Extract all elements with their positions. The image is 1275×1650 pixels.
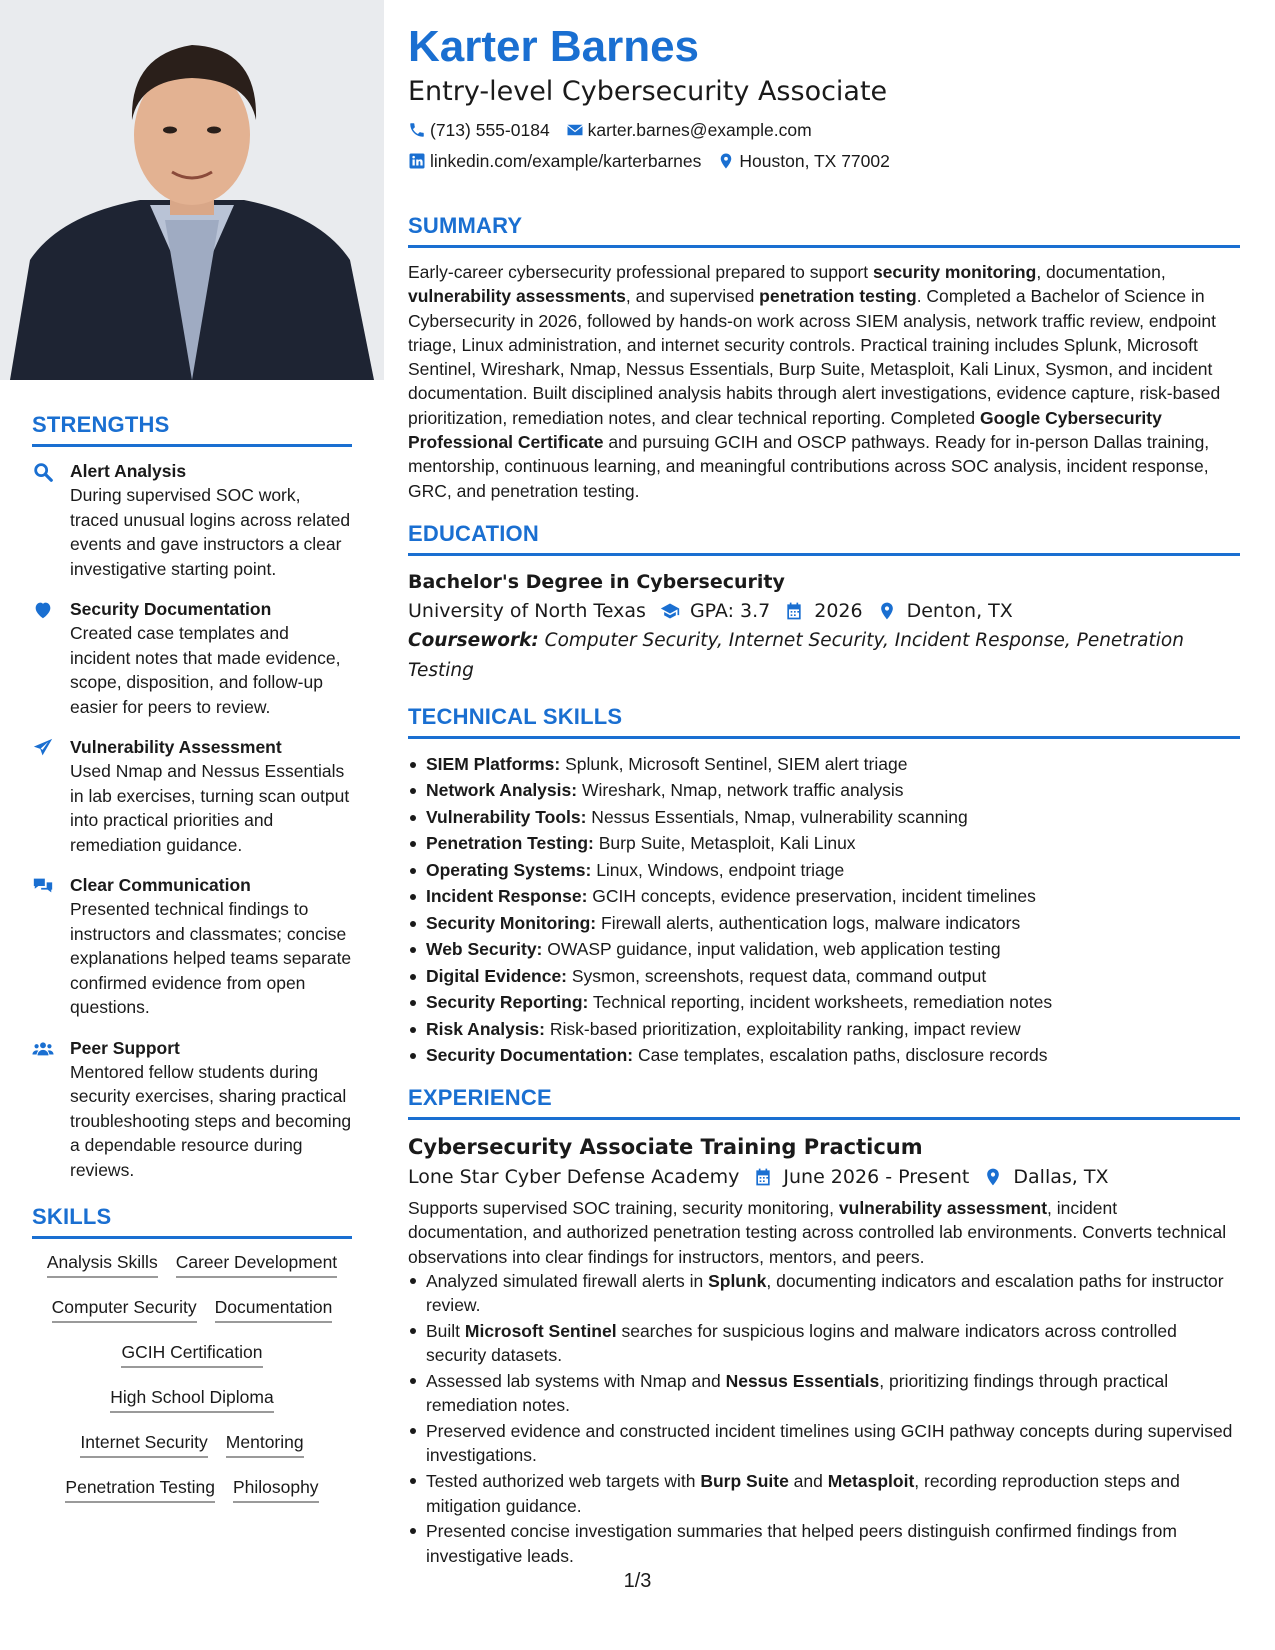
linkedin-contact[interactable] <box>408 149 701 173</box>
skill-tag: Computer Security <box>52 1296 197 1323</box>
skill-category: Web Security: <box>426 939 543 960</box>
text-run: Tested authorized web targets with <box>426 1471 701 1492</box>
text-run: , and supervised <box>625 286 760 307</box>
skill-values: Linux, Windows, endpoint triage <box>591 859 845 880</box>
strength-item <box>32 459 352 581</box>
search-icon <box>32 459 70 581</box>
technical-skill-item <box>408 910 1240 937</box>
technical-skill-item <box>408 751 1240 778</box>
skill-tag: Documentation <box>215 1296 333 1323</box>
calendar-icon <box>753 1167 773 1187</box>
skill-tag: Philosophy <box>233 1476 319 1503</box>
profile-photo <box>0 0 384 380</box>
main-column <box>408 22 1240 1569</box>
experience-bullet <box>408 1369 1240 1418</box>
gpa <box>660 596 770 626</box>
skill-category: Vulnerability Tools: <box>426 806 587 827</box>
experience-bullet <box>408 1469 1240 1518</box>
text-run: , documentation, <box>1036 262 1166 282</box>
strength-title: Security Documentation <box>70 599 272 619</box>
skill-values: Firewall alerts, authentication logs, malware indicators <box>596 912 1021 933</box>
technical-skills-title: TECHNICAL SKILLS <box>408 704 1240 739</box>
map-pin-icon <box>717 152 735 170</box>
job-dates-text: June 2026 - Present <box>783 1165 970 1188</box>
bold-phrase: Nessus Essentials <box>725 1371 880 1392</box>
job-dates <box>753 1162 969 1192</box>
skills-row <box>32 1386 352 1413</box>
experience-bullet <box>408 1319 1240 1368</box>
coursework <box>408 626 1240 686</box>
job-location <box>983 1162 1108 1192</box>
skill-category: Incident Response: <box>426 886 588 907</box>
text-run: , prioritizing findings through practical remediation notes. <box>426 1371 1169 1416</box>
skills-title: SKILLS <box>32 1204 352 1239</box>
chat-bubbles-icon <box>32 873 70 1020</box>
education-location-text: Denton, TX <box>906 599 1013 622</box>
experience-bullet <box>408 1269 1240 1318</box>
bold-phrase: security monitoring <box>872 262 1037 282</box>
year-text: 2026 <box>814 599 863 622</box>
strength-item <box>32 873 352 1020</box>
skill-category: SIEM Platforms: <box>426 753 561 774</box>
text-run: and pursuing GCIH and OSCP pathways. Ready for in-person Dallas training, mentorship, continuous learning, and meaningful contributions across SOC analysis, incident response, GRC, and penetration testing. <box>408 432 1210 501</box>
skill-category: Digital Evidence: <box>426 965 568 986</box>
skills-row <box>32 1296 352 1323</box>
text-run: Supports supervised SOC training, security monitoring, <box>408 1197 839 1218</box>
envelope-icon <box>566 121 584 139</box>
skill-tag: High School Diploma <box>110 1386 273 1413</box>
technical-skill-item <box>408 777 1240 804</box>
summary-title: SUMMARY <box>408 213 1240 248</box>
strength-description: Mentored fellow students during security exercises, sharing practical troubleshooting steps and becoming a dependable resource during reviews. <box>70 1061 352 1180</box>
technical-skills-section <box>408 704 1240 1069</box>
strengths-list <box>32 459 352 1182</box>
technical-skill-item <box>408 1042 1240 1069</box>
graduation-year <box>784 596 862 626</box>
skill-values: Risk-based prioritization, exploitability ranking, impact review <box>545 1018 1021 1039</box>
strength-item <box>32 1036 352 1183</box>
education-section <box>408 521 1240 686</box>
users-icon <box>32 1036 70 1183</box>
organization: Lone Star Cyber Defense Academy <box>408 1165 740 1188</box>
text-run: Built <box>426 1320 465 1341</box>
text-run: . Completed a Bachelor of Science in Cybersecurity in 2026, followed by hands-on work across SIEM analysis, network traffic review, endpoint triage, Linux administration, and internet security controls. Practical training includes Splunk, Microsoft Sentinel, Wireshark, Nmap, Nessus Essentials, Burp Suite, Metasploit, Kali Linux, Sysmon, and incident documentation. Built disciplined analysis habits through alert investigations, evidence capture, risk-based prioritization, remediation notes, and clear technical reporting. Completed <box>408 286 1221 428</box>
education-meta <box>408 596 1240 626</box>
bold-phrase: vulnerability assessment <box>838 1197 1048 1218</box>
technical-skill-item <box>408 936 1240 963</box>
skill-category: Security Reporting: <box>426 992 589 1013</box>
skill-category: Operating Systems: <box>426 859 592 880</box>
skill-tag: Career Development <box>176 1251 337 1278</box>
map-pin-icon <box>877 601 897 621</box>
skill-tag: GCIH Certification <box>121 1341 262 1368</box>
technical-skill-item <box>408 963 1240 990</box>
bold-phrase: penetration testing <box>759 286 917 307</box>
paper-plane-icon <box>32 735 70 857</box>
graduation-cap-icon <box>660 601 680 621</box>
experience-bullets <box>408 1269 1240 1568</box>
strengths-title: STRENGTHS <box>32 412 352 447</box>
bold-phrase: vulnerability assessments <box>408 286 626 307</box>
skill-category: Network Analysis: <box>426 780 578 801</box>
technical-skill-item <box>408 883 1240 910</box>
technical-skill-item <box>408 989 1240 1016</box>
job-title: Cybersecurity Associate Training Practicum <box>408 1134 923 1159</box>
skills-row <box>32 1341 352 1368</box>
school-name: University of North Texas <box>408 599 646 622</box>
strength-title: Clear Communication <box>70 875 251 895</box>
skill-values: Wireshark, Nmap, network traffic analysis <box>577 780 904 801</box>
technical-skill-item <box>408 1016 1240 1043</box>
text-run: searches for suspicious logins and malware indicators across controlled security datasets. <box>426 1320 1177 1366</box>
summary-text <box>408 260 1240 503</box>
coursework-label: Coursework: <box>408 629 539 651</box>
skill-category: Security Documentation: <box>426 1045 634 1066</box>
text-run: Early-career cybersecurity professional prepared to support <box>408 262 873 282</box>
strength-description: Created case templates and incident notes that made evidence, scope, disposition, and follow-up easier for peers to review. <box>70 623 341 717</box>
education-title: EDUCATION <box>408 521 1240 556</box>
candidate-name: Karter Barnes <box>408 22 700 71</box>
text-run: and <box>788 1471 828 1492</box>
bold-phrase: Burp Suite <box>700 1471 789 1492</box>
skill-values: Technical reporting, incident worksheets, remediation notes <box>588 992 1053 1013</box>
text-run: Preserved evidence and constructed incident timelines using GCIH pathway concepts during supervised investigations. <box>426 1421 1233 1466</box>
skill-values: Sysmon, screenshots, request data, command output <box>567 965 987 986</box>
text-run: Assessed lab systems with Nmap and <box>426 1371 726 1392</box>
strength-title: Peer Support <box>70 1037 180 1058</box>
skills-row <box>32 1431 352 1458</box>
job-location-text: Dallas, TX <box>1013 1165 1109 1188</box>
text-run: Analyzed simulated firewall alerts in <box>426 1270 709 1291</box>
linkedin-text[interactable]: linkedin.com/example/karterbarnes <box>430 151 702 171</box>
degree-title: Bachelor's Degree in Cybersecurity <box>408 570 785 593</box>
heart-icon <box>32 597 70 719</box>
skill-category: Risk Analysis: <box>426 1018 545 1039</box>
calendar-icon <box>784 601 804 621</box>
skill-category: Penetration Testing: <box>426 833 594 854</box>
skill-category: Security Monitoring: <box>426 912 597 933</box>
bold-phrase: Metasploit <box>827 1471 915 1492</box>
strength-item <box>32 597 352 719</box>
skill-tag: Mentoring <box>226 1431 304 1458</box>
text-run: , recording reproduction steps and mitigation guidance. <box>426 1471 1180 1516</box>
strength-item <box>32 735 352 857</box>
email-text[interactable]: karter.barnes@example.com <box>587 120 812 140</box>
experience-meta <box>408 1162 1240 1192</box>
text-run: , incident documentation, and authorized penetration testing across controlled lab environments. Converts technical observations into clear findings for instructors, mentors, and peers. <box>408 1197 1227 1267</box>
skills-row <box>32 1476 352 1503</box>
technical-skill-item <box>408 804 1240 831</box>
page-number: 1/3 <box>623 1570 652 1592</box>
text-run: , documenting indicators and escalation paths for instructor review. <box>426 1270 1224 1316</box>
phone-text: (713) 555-0184 <box>430 120 550 140</box>
bold-phrase: Google Cybersecurity Professional Certificate <box>408 407 1162 453</box>
candidate-role: Entry-level Cybersecurity Associate <box>408 76 888 107</box>
skills-list <box>32 1251 352 1503</box>
skill-values: Nessus Essentials, Nmap, vulnerability scanning <box>586 806 968 827</box>
sidebar <box>32 412 352 1521</box>
experience-section <box>408 1085 1240 1568</box>
coursework-text: Computer Security, Internet Security, Incident Response, Penetration Testing <box>408 629 1184 681</box>
experience-bullet <box>408 1419 1240 1468</box>
experience-intro <box>408 1196 1240 1269</box>
gpa-text: GPA: 3.7 <box>689 599 771 622</box>
email-contact[interactable] <box>566 118 812 142</box>
text-run: Presented concise investigation summaries that helped peers distinguish confirmed findings from investigative leads. <box>426 1521 1177 1566</box>
strength-description: During supervised SOC work, traced unusual logins across related events and gave instructors a clear investigative starting point. <box>70 485 351 579</box>
skill-tag: Internet Security <box>80 1431 207 1458</box>
bold-phrase: Splunk <box>708 1270 767 1291</box>
skill-values: Splunk, Microsoft Sentinel, SIEM alert triage <box>560 753 908 774</box>
education-location <box>877 596 1013 626</box>
location-contact <box>717 149 889 173</box>
skill-values: Burp Suite, Metasploit, Kali Linux <box>593 833 856 854</box>
skill-tag: Analysis Skills <box>47 1251 158 1278</box>
experience-title: EXPERIENCE <box>408 1085 1240 1120</box>
strength-description: Used Nmap and Nessus Essentials in lab exercises, turning scan output into practical priorities and remediation guidance. <box>70 761 350 855</box>
strength-description: Presented technical findings to instructors and classmates; concise explanations helped teams separate confirmed evidence from open questions. <box>70 899 352 1017</box>
technical-skill-item <box>408 830 1240 857</box>
experience-bullet <box>408 1519 1240 1568</box>
skill-values: OWASP guidance, input validation, web application testing <box>542 939 1001 960</box>
phone-contact <box>408 118 550 142</box>
summary-section <box>408 213 1240 503</box>
strength-title: Alert Analysis <box>70 461 187 481</box>
strength-title: Vulnerability Assessment <box>70 737 282 757</box>
map-pin-icon <box>983 1167 1003 1187</box>
linkedin-icon <box>408 152 426 170</box>
skills-row <box>32 1251 352 1278</box>
location-text: Houston, TX 77002 <box>739 151 890 171</box>
skill-values: GCIH concepts, evidence preservation, incident timelines <box>587 886 1036 907</box>
technical-skill-item <box>408 857 1240 884</box>
phone-icon <box>408 121 426 139</box>
skill-tag: Penetration Testing <box>65 1476 215 1503</box>
skill-values: Case templates, escalation paths, disclosure records <box>633 1045 1048 1066</box>
bold-phrase: Microsoft Sentinel <box>464 1320 617 1341</box>
technical-skills-list <box>408 751 1240 1069</box>
